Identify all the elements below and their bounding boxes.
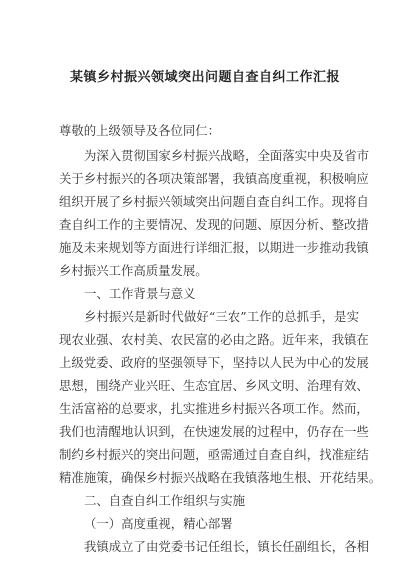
section-heading: 二、自查自纠工作组织与实施 (84, 493, 246, 508)
paragraph-line: 生活富裕的总要求，扎实推进乡村振兴各项工作。然而， (59, 401, 369, 416)
paragraph-line: 现农业强、农村美、农民富的必由之路。近年来，我镇在 (59, 332, 369, 347)
paragraph-line: 制约乡村振兴的突出问题，亟需通过自查自纠，找准症结 (59, 447, 369, 462)
paragraph-line: 精准施策，确保乡村振兴战略在我镇落地生根、开花结果。 (59, 470, 382, 485)
paragraph-line: 关于乡村振兴的各项决策部署，我镇高度重视，积极响应 (59, 171, 369, 186)
paragraph-line: 施及未来规划等方面进行详细汇报，以期进一步推动我镇 (59, 240, 369, 255)
document-title: 某镇乡村振兴领域突出问题自查自纠工作汇报 (69, 70, 340, 85)
paragraph-line: 思想，围绕产业兴旺、生态宜居、乡风文明、治理有效、 (59, 378, 369, 393)
subsection-heading: （一）高度重视，精心部署 (84, 516, 233, 531)
paragraph-line: 组织开展了乡村振兴领域突出问题自查自纠工作。现将自 (59, 194, 369, 209)
salutation: 尊敬的上级领导及各位同仁： (59, 123, 221, 138)
section-heading: 一、工作背景与意义 (84, 286, 196, 301)
paragraph-line: 我镇成立了由党委书记任组长，镇长任副组长，各相 (84, 539, 369, 554)
paragraph-line: 我们也清醒地认识到，在快速发展的过程中，仍存在一些 (59, 424, 369, 439)
paragraph-line: 乡村振兴工作高质量发展。 (59, 263, 208, 278)
paragraph-line: 上级党委、政府的坚强领导下，坚持以人民为中心的发展 (59, 355, 369, 370)
paragraph-line: 查自纠工作的主要情况、发现的问题、原因分析、整改措 (59, 217, 369, 232)
paragraph-line: 为深入贯彻国家乡村振兴战略，全面落实中央及省市 (84, 148, 369, 163)
paragraph-line: 乡村振兴是新时代做好“三农”工作的总抓手，是实 (84, 309, 359, 324)
